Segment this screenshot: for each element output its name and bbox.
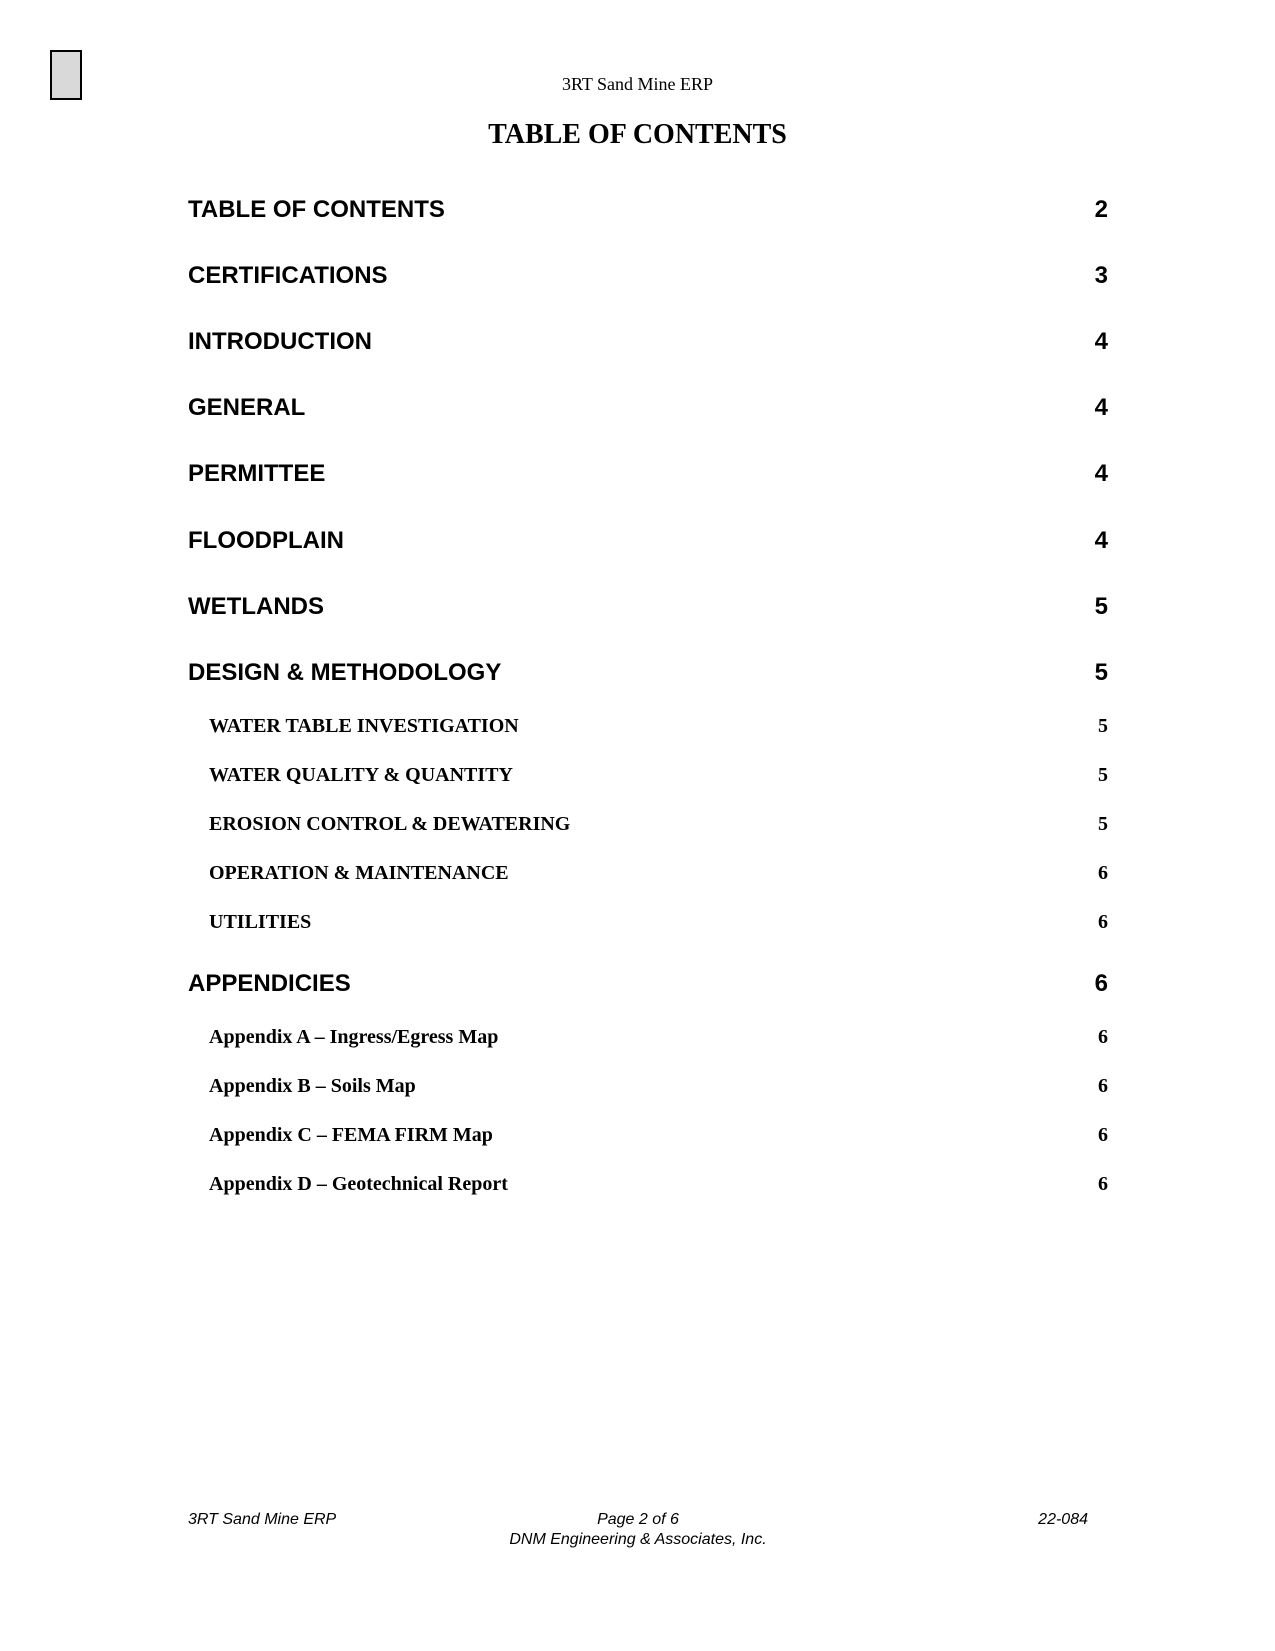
footer-row [188, 1511, 1088, 1529]
toc-entry[interactable] [188, 527, 1108, 555]
toc-subentry-page: 6 [1098, 1075, 1108, 1097]
toc-subentry[interactable] [209, 862, 1108, 885]
toc-entry[interactable] [188, 394, 1108, 422]
toc-subentry-label: Appendix A – Ingress/Egress Map [209, 1026, 499, 1048]
toc-entry-label: PERMITTEE [188, 460, 326, 487]
toc-entry-label: TABLE OF CONTENTS [188, 196, 445, 223]
toc-subentry[interactable] [209, 1173, 1108, 1196]
footer-page-number: Page 2 of 6 [597, 1511, 679, 1528]
toc-subentry-page: 6 [1098, 911, 1108, 933]
toc-subentry-label: Appendix B – Soils Map [209, 1075, 416, 1097]
toc-entry-label: APPENDICIES [188, 970, 351, 997]
toc-subentry[interactable] [209, 715, 1108, 738]
toc-subentry[interactable] [209, 813, 1108, 836]
toc-entry[interactable] [188, 196, 1108, 224]
toc-subentry[interactable] [209, 1124, 1108, 1147]
toc-subentry-page: 6 [1098, 1173, 1108, 1195]
footer-company-name: DNM Engineering & Associates, Inc. [509, 1531, 767, 1548]
toc-subentry[interactable] [209, 764, 1108, 787]
toc-entry-label: DESIGN & METHODOLOGY [188, 659, 502, 686]
toc-entry-label: INTRODUCTION [188, 328, 372, 355]
toc-subentry-label: Appendix C – FEMA FIRM Map [209, 1124, 493, 1146]
footer-document-name: 3RT Sand Mine ERP [188, 1511, 337, 1528]
toc-entry-label: FLOODPLAIN [188, 527, 344, 554]
toc-subentry-label: EROSION CONTROL & DEWATERING [209, 813, 571, 835]
footer-project-number: 22-084 [1038, 1511, 1088, 1528]
toc-subentry[interactable] [209, 1075, 1108, 1098]
toc-entry-page: 2 [1094, 196, 1108, 223]
toc-entry-page: 4 [1094, 460, 1108, 487]
toc-entry[interactable] [188, 262, 1108, 290]
toc-subentry[interactable] [209, 1026, 1108, 1049]
toc-entry-page: 5 [1094, 659, 1108, 686]
toc-entry-label: CERTIFICATIONS [188, 262, 388, 289]
toc-entry-page: 4 [1094, 394, 1108, 421]
page-title: TABLE OF CONTENTS [488, 119, 787, 150]
toc-entry[interactable] [188, 593, 1108, 621]
toc-subentry-label: WATER QUALITY & QUANTITY [209, 764, 513, 786]
toc-entry[interactable] [188, 659, 1108, 687]
toc-subentry-page: 6 [1098, 862, 1108, 884]
toc-subentry-page: 5 [1098, 764, 1108, 786]
toc-subentry-page: 6 [1098, 1026, 1108, 1048]
toc-entry-page: 6 [1094, 970, 1108, 997]
toc-subentry-label: UTILITIES [209, 911, 312, 933]
running-header: 3RT Sand Mine ERP [561, 74, 714, 94]
toc-subentry-label: Appendix D – Geotechnical Report [209, 1173, 508, 1195]
toc-entry-label: WETLANDS [188, 593, 324, 620]
toc-entry[interactable] [188, 460, 1108, 488]
toc-entry-page: 3 [1094, 262, 1108, 289]
toc-subentry[interactable] [209, 911, 1108, 934]
toc-entry-page: 5 [1094, 593, 1108, 620]
toc-subentry-label: OPERATION & MAINTENANCE [209, 862, 509, 884]
toc-entry-page: 4 [1094, 527, 1108, 554]
toc-entry[interactable] [188, 328, 1108, 356]
toc-subentry-page: 6 [1098, 1124, 1108, 1146]
toc-entry-page: 4 [1094, 328, 1108, 355]
toc-entry-label: GENERAL [188, 394, 306, 421]
toc-subentry-label: WATER TABLE INVESTIGATION [209, 715, 519, 737]
toc-entry[interactable] [188, 970, 1108, 998]
page-footer [188, 1511, 1088, 1549]
toc-subentry-page: 5 [1098, 715, 1108, 737]
toc-subentry-page: 5 [1098, 813, 1108, 835]
